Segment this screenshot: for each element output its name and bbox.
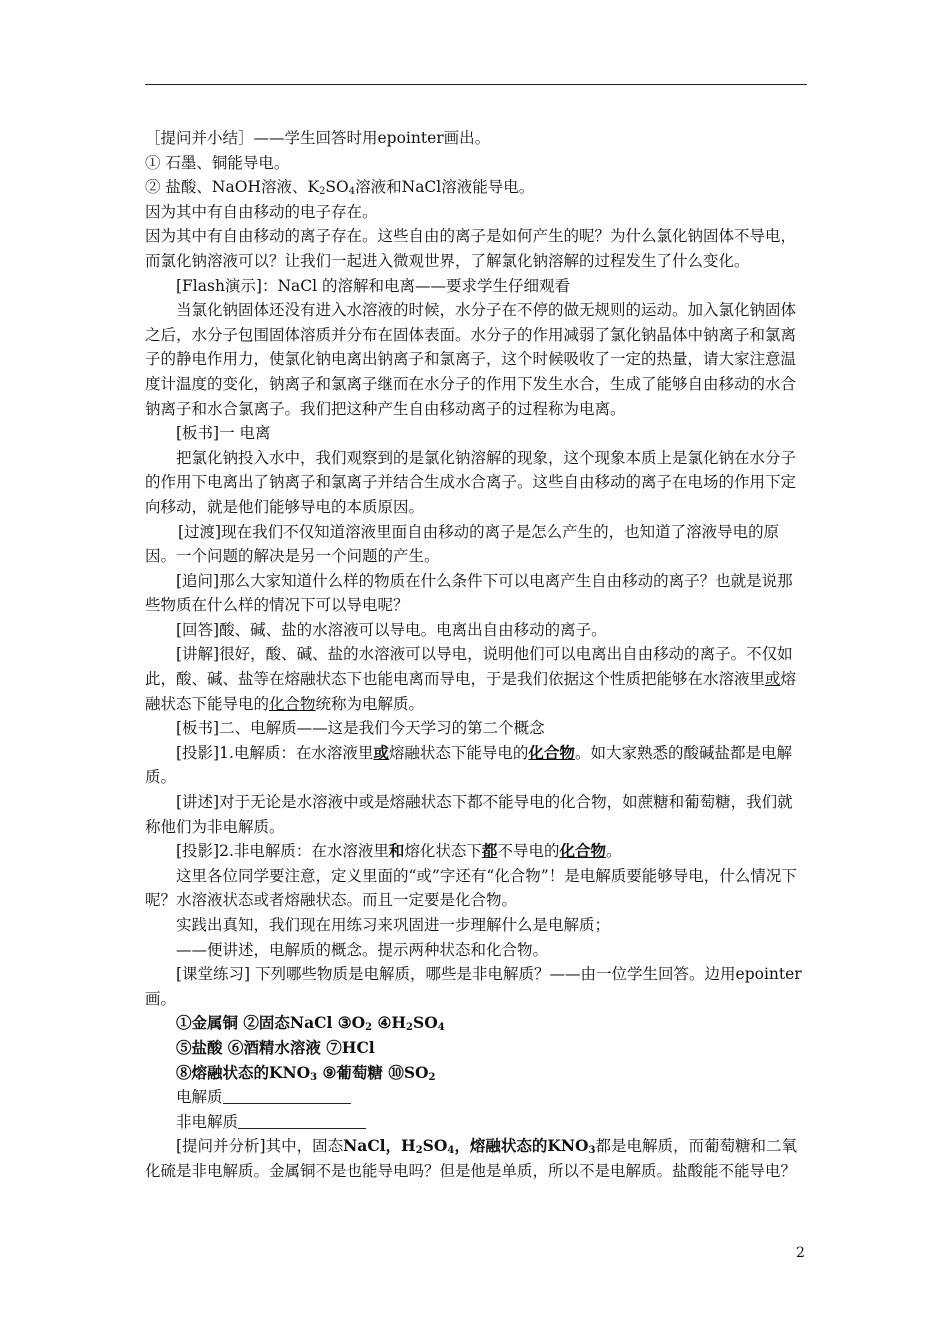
answer-line-non-electrolyte: 非电解质: [145, 1110, 807, 1135]
item-1: ① 石墨、铜能导电。: [145, 153, 290, 172]
paragraph-definition-2: [投影]2.非电解质：在水溶液里和熔化状态下都不导电的化合物。: [176, 841, 622, 861]
header-rule: [145, 84, 807, 85]
paragraph-summary: ［提问并小结］——学生回答时用epointer画出。: [145, 129, 491, 147]
answer-line-electrolyte: 电解质: [145, 1085, 807, 1110]
paragraph-tips: ——便讲述，电解质的概念。提示两种状态和化合物。: [176, 940, 549, 959]
exercise-row-3: ⑧熔融状态的$KNO_3$ ⑨葡萄糖 $⑩SO_2$: [176, 1062, 436, 1083]
item-2: ② 盐酸、NaOH溶液、$K_2SO_4$溶液和NaCl溶液能导电。: [145, 178, 535, 198]
exercise-row-1: ①金属铜 ②固态NaCl $③O_2$ $④H_2SO_4$: [176, 1013, 445, 1034]
paragraph-explain: [讲解]很好，酸、碱、盐的水溶液可以导电，说明他们可以电离出自由移动的离子。不仅如此，酸、碱、盐等在熔融状态下也能电离而导电，于是我们依据这个性质把能够在水溶液里或熔融状态下能导电的化合物统称为电解质。: [145, 645, 797, 713]
paragraph-note: 这里各位同学要注意，定义里面的“或”字还有“化合物”！是电解质要能够导电，什么情况下呢？水溶液状态或者熔融状态。而且一定要是化合物。: [145, 866, 797, 910]
paragraph-practice: 实践出真知，我们现在用练习来巩固进一步理解什么是电解质；: [176, 916, 611, 934]
paragraph-flash: [Flash演示]：NaCl 的溶解和电离——要求学生仔细观看: [176, 276, 571, 295]
fill-blank: [238, 1112, 366, 1129]
paragraph-ions: 因为其中有自由移动的离子存在。这些自由的离子是如何产生的呢？为什么氯化钠固体不导电，而氯化钠溶液可以？让我们一起进入微观世界，了解氯化钠溶解的过程发生了什么变化。: [145, 227, 797, 270]
paragraph-followup: [追问]那么大家知道什么样的物质在什么条件下可以电离产生自由移动的离子？也就是说那些物质在什么样的情况下可以导电呢？: [145, 571, 793, 615]
paragraph-transition: [过渡]现在我们不仅知道溶液里面自由移动的离子是怎么产生的，也知道了溶液导电的原因。一个问题的解决是另一个问题的产生。: [145, 522, 780, 566]
page-number: 2: [796, 1245, 805, 1261]
paragraph-non-electrolyte-intro: [讲述]对于无论是水溶液中或是熔融状态下都不能导电的化合物，如蔗糖和葡萄糖，我们就称他们为非电解质。: [145, 793, 793, 836]
paragraph-definition-1: [投影]1.电解质：在水溶液里或熔融状态下能导电的化合物。如大家熟悉的酸碱盐都是电解质。: [145, 742, 792, 787]
paragraph-board-1: [板书]一 电离: [176, 424, 271, 443]
document-body: [145, 126, 807, 1184]
fill-blank: [223, 1087, 351, 1104]
paragraph-analysis: [提问并分析]其中，固态NaCl，$H_2SO_4$，熔融状态的$KNO_3$都是电解质，而葡萄糖和二氧化硫是非电解质。金属铜不是也能导电吗？但是他是单质，所以不是电解质。盐酸能不能导电？: [145, 1136, 797, 1180]
paragraph-electrons: 因为其中有自由移动的电子存在。: [145, 202, 378, 221]
paragraph-answer: [回答]酸、碱、盐的水溶液可以导电。电离出自由移动的离子。: [176, 620, 607, 639]
paragraph-dissolution: 当氯化钠固体还没有进入水溶液的时候，水分子在不停的做无规则的运动。加入氯化钠固体之后，水分子包围固体溶质并分布在固体表面。水分子的作用减弱了氯化钠晶体中钠离子和氯离子的静电作用力，使氯化钠电离出钠离子和氯离子，这个时候吸收了一定的热量，请大家注意温度计温度的变化，钠离子和氯离子继而在水分子的作用下发生水合，生成了能够自由移动的水合钠离子和水合氯离子。我们把这种产生自由移动离子的过程称为电离。: [145, 301, 797, 418]
exercise-row-2: ⑤盐酸 ⑥酒精水溶液 ⑦HCl: [176, 1037, 375, 1057]
paragraph-exercise: [课堂练习] 下列哪些物质是电解质，哪些是非电解质？——由一位学生回答。边用epointer画。: [145, 965, 802, 1008]
paragraph-board-2: [板书]二、电解质——这是我们今天学习的第二个概念: [176, 719, 545, 738]
paragraph-ionization: 把氯化钠投入水中，我们观察到的是氯化钠溶解的现象，这个现象本质上是氯化钠在水分子的作用下电离出了钠离子和氯离子并结合生成水合离子。这些自由移动的离子在电场的作用下定向移动，就是他们能够导电的本质原因。: [145, 448, 797, 516]
